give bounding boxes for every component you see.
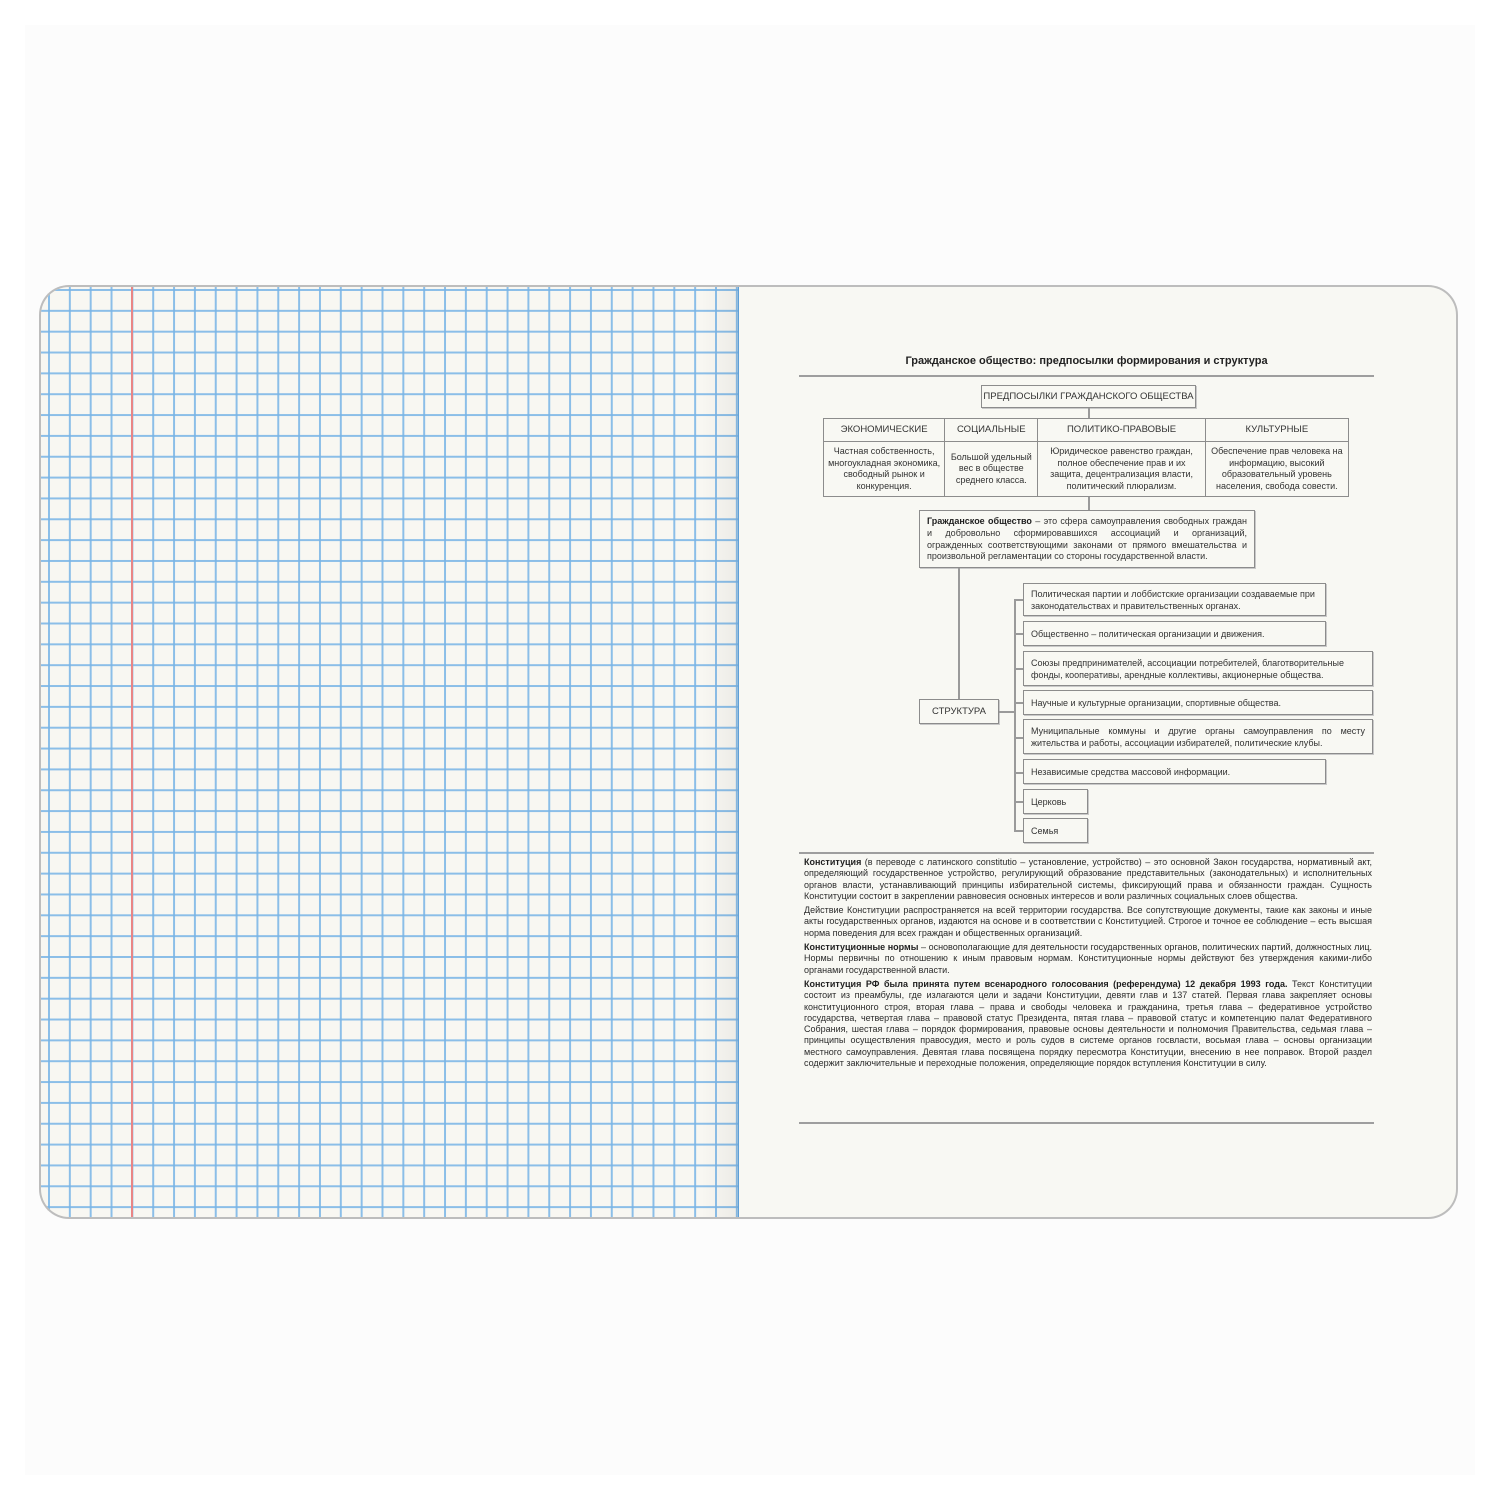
structure-item-text: Научные и культурные организации, спортивные общества. — [1031, 697, 1281, 708]
connector-line — [1014, 801, 1023, 803]
column-header-social: СОЦИАЛЬНЫЕ — [945, 419, 1038, 442]
reference-page — [739, 285, 1458, 1219]
connector-line — [1014, 668, 1023, 670]
connector-line — [1014, 633, 1023, 635]
column-body-economic: Частная собственность, многоукладная экономика, свободный рынок и конкуренция. — [824, 442, 945, 497]
connector-line — [999, 711, 1014, 713]
prerequisites-header-row — [824, 419, 1349, 442]
gutter-shadow — [701, 287, 741, 1217]
definition-box — [919, 510, 1255, 568]
paragraph-text: (в переводе с латинского constitutio – установление, устройство) – это основной Закон государства, нормативный акт, определяющий государственное устройство, регулирующий образование представительных (законодательных) и исполнительных органов власти, устанавливающий принципы избирательной системы, фиксирующий права и обязанности граждан. Сущность Конституции состоит в закреплении равновесия основных интересов и воли различных социальных слоев общества. — [804, 857, 1372, 901]
term-constitution-adoption: Конституция РФ была принята путем всенародного голосования (референдума) 12 декабря 1993 года. — [804, 978, 1288, 989]
term-constitutional-norms: Конституционные нормы — [804, 942, 919, 953]
structure-item — [1023, 583, 1326, 616]
structure-item — [1023, 818, 1088, 843]
connector-line — [1088, 497, 1090, 510]
term-constitution: Конституция — [804, 857, 862, 867]
structure-item — [1023, 719, 1373, 754]
paragraph-text: – основополагающие для деятельности государственных органов, политических партий, должностных лиц. Нормы первичны по отношению к иным правовым нормам. Конституционные нормы действуют без утверждения какими-либо органами государственной власти. — [804, 942, 1372, 975]
red-margin-line — [131, 287, 133, 1217]
page-title: Гражданское общество: предпосылки формирования и структура — [905, 355, 1268, 367]
structure-item — [1023, 759, 1326, 784]
paragraph — [804, 905, 1372, 939]
paragraph-text: Текст Конституции состоит из преамбулы, где излагаются цели и задачи Конституции, девяти глав и 137 статей. Первая глава закрепляет основы конституционного строя, вторая глава – права и свободы человека и гражданина, третья глава – федеративное устройство государства, четвертая глава – правовой статус Президента, пятая глава – правовой статус и компетенцию палат Федеративного Собрания, шестая глава – порядок формирования, правовые основы деятельности и полномочия Правительства, седьмая глава – принципы осуществления правосудия, место и роль судов в системе органов госвласти, восьмая глава – основы организации местного самоуправления. Девятая глава посвящена порядку пересмотра Конституции, внесению в нее поправок. Второй раздел содержит заключительные и переходные положения, определяющие порядок вступления Конституции в силу. — [804, 978, 1372, 1069]
structure-item-text: Муниципальные коммуны и другие органы самоуправления по месту жительства и работы, ассоциации избирателей, политические клубы. — [1031, 725, 1365, 748]
column-header-cultural: КУЛЬТУРНЫЕ — [1205, 419, 1348, 442]
connector-line — [1014, 702, 1023, 704]
notebook-spread — [39, 285, 1458, 1217]
structure-item — [1023, 690, 1373, 715]
paragraph — [804, 942, 1372, 976]
prerequisites-root-label: ПРЕДПОСЫЛКИ ГРАЖДАНСКОГО ОБЩЕСТВА — [983, 391, 1194, 402]
paragraph-text: Действие Конституции распространяется на всей территории государства. Все сопутствующие документы, такие как законы и иные акты государственных органов, издаются на основе и в соответствии с Конституцией. Строгое и точное ее соблюдение – есть высшая норма поведения для всех граждан и общественных организаций. — [804, 905, 1372, 938]
definition-text: – это сфера самоуправления свободных граждан и добровольно сформировавшихся ассоциаций и организаций, огражденных соответствующими законами от прямого вмешательства и произвольной регламентации со стороны государственной власти. — [927, 516, 1247, 562]
structure-item-text: Независимые средства массовой информации. — [1031, 766, 1231, 777]
structure-item — [1023, 621, 1326, 646]
structure-item-text: Политическая партии и лоббистские организации создаваемые при законодательствах и правительственных органах. — [1031, 588, 1315, 611]
structure-box — [919, 699, 999, 724]
column-header-political-legal: ПОЛИТИКО-ПРАВОВЫЕ — [1038, 419, 1205, 442]
structure-item — [1023, 651, 1373, 686]
constitution-text — [804, 857, 1372, 1072]
connector-line — [1014, 830, 1023, 832]
paragraph — [804, 857, 1372, 902]
connector-line — [1014, 772, 1023, 774]
structure-item-text: Общественно – политическая организации и движения. — [1031, 628, 1265, 639]
bottom-divider — [799, 1122, 1374, 1124]
column-body-social: Большой удельный вес в обществе среднего класса. — [945, 442, 1038, 497]
structure-label: СТРУКТУРА — [932, 706, 986, 717]
grid-pattern — [41, 287, 741, 1217]
section-divider — [799, 852, 1374, 854]
connector-line — [1014, 737, 1023, 739]
prerequisites-body-row — [824, 442, 1349, 497]
column-header-economic: ЭКОНОМИЧЕСКИЕ — [824, 419, 945, 442]
title-divider — [799, 375, 1374, 377]
structure-item-text: Церковь — [1031, 796, 1067, 807]
structure-item-text: Союзы предпринимателей, ассоциации потребителей, благотворительные фонды, кооперативы, арендные коллективы, акционерные общества. — [1031, 657, 1344, 680]
structure-item — [1023, 789, 1088, 814]
structure-item-text: Семья — [1031, 825, 1059, 836]
connector-line — [958, 568, 960, 699]
prerequisites-table — [823, 418, 1349, 497]
grid-page — [39, 285, 741, 1219]
connector-line — [1014, 599, 1023, 601]
column-body-political-legal: Юридическое равенство граждан, полное обеспечение прав и их защита, децентрализация власти, политический плюрализм. — [1038, 442, 1205, 497]
definition-term: Гражданское общество — [927, 516, 1032, 526]
prerequisites-root-box — [981, 385, 1196, 408]
paragraph — [804, 979, 1372, 1069]
column-body-cultural: Обеспечение прав человека на информацию, высокий образовательный уровень населения, свобода совести. — [1205, 442, 1348, 497]
